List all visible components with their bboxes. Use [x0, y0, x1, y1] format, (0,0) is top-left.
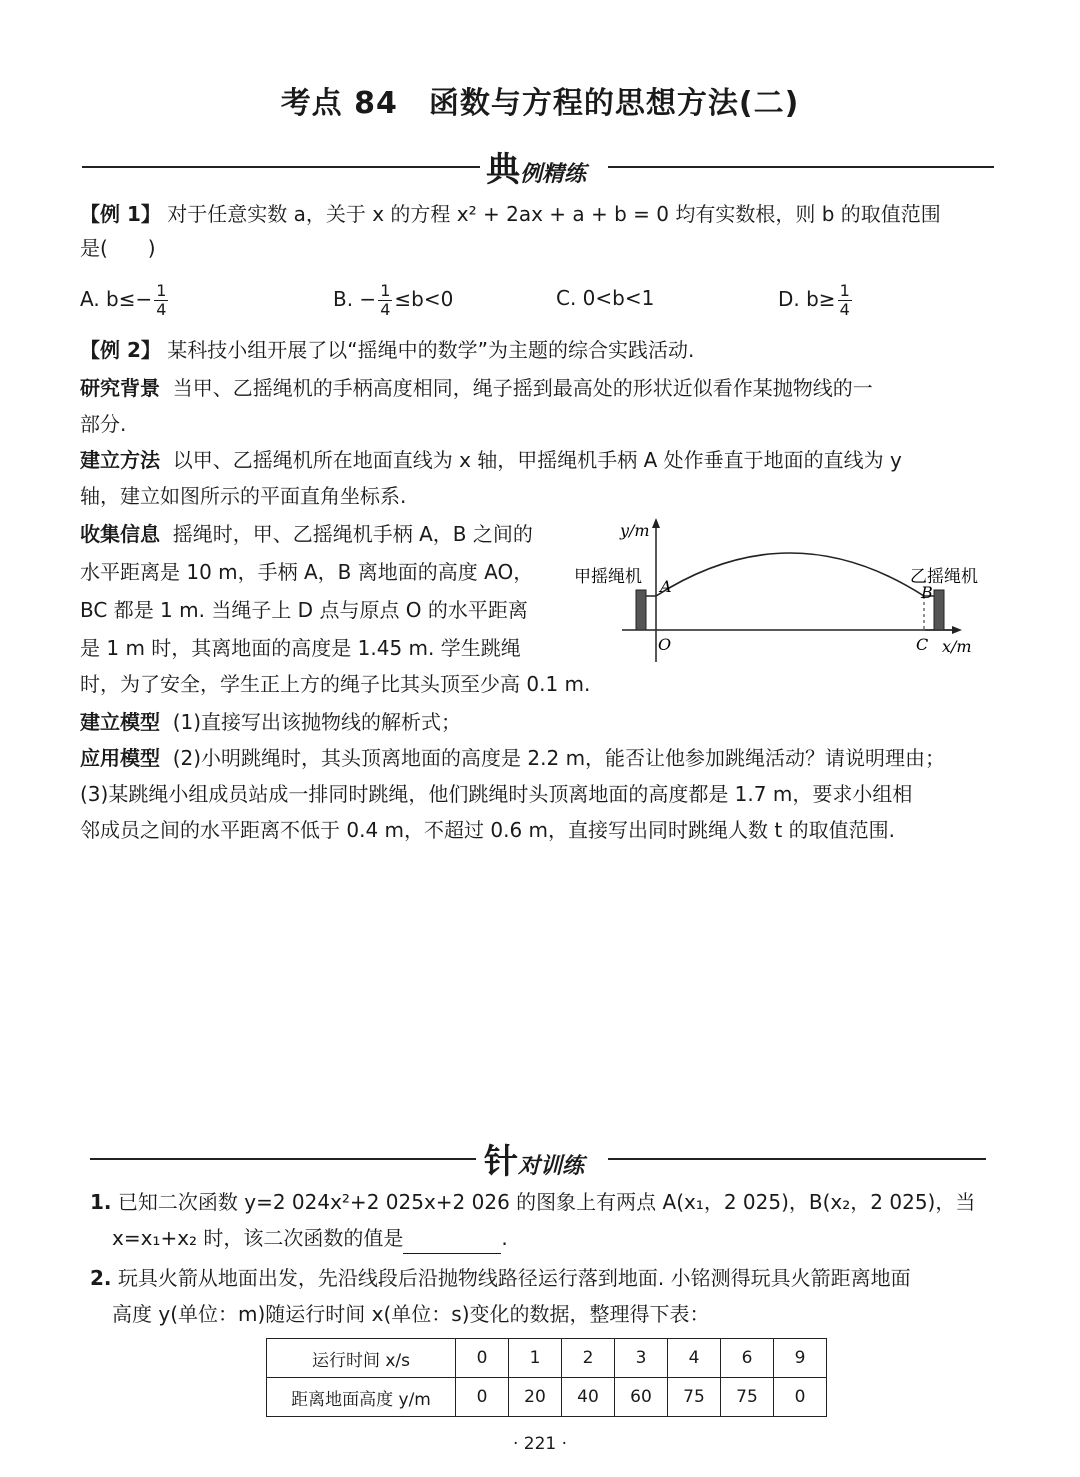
- table-header-height: 距离地面高度 y/m: [267, 1378, 456, 1417]
- apply-line: 应用模型 (2)小明跳绳时，其头顶离地面的高度是 2.2 m，能否让他参加跳绳活动？请说明理由；: [80, 746, 946, 770]
- section-header-rest: 对训练: [518, 1154, 585, 1179]
- example2-tag: 【例 2】: [80, 338, 161, 362]
- y-axis-arrow: [652, 518, 660, 528]
- info-line5: 时，为了安全，学生正上方的绳子比其头顶至少高 0.1 m.: [80, 672, 591, 696]
- fraction-one-quarter: $\frac{1}{4}$: [380, 281, 391, 319]
- question1-number: 1.: [90, 1190, 112, 1214]
- left-machine: [636, 590, 646, 630]
- section-rule-left: [90, 1158, 476, 1160]
- answer-blank[interactable]: [403, 1231, 501, 1254]
- option-b: B. − $\frac{1}{4}$ ≤b<0: [333, 281, 454, 319]
- point-b-label: B: [921, 583, 933, 602]
- question2-number: 2.: [90, 1266, 112, 1290]
- table-cell: 0: [456, 1339, 509, 1378]
- rope-parabola: [656, 553, 924, 596]
- example1-tag: 【例 1】: [80, 202, 161, 226]
- method-label: 建立方法: [80, 448, 160, 472]
- info-line1: 收集信息 摇绳时，甲、乙摇绳机手柄 A，B 之间的: [80, 522, 533, 546]
- y-axis-label: y/m: [620, 521, 650, 540]
- option-c: C. 0<b<1: [556, 286, 655, 310]
- question1-line1: 1. 已知二次函数 y=2 024x²+2 025x+2 026 的图象上有两点 A(x₁，2 025)，B(x₂，2 025)，当: [90, 1190, 976, 1214]
- rope-machine-figure: [570, 512, 1000, 662]
- fraction-one-quarter: $\frac{1}{4}$: [839, 281, 850, 319]
- section-header-rest: 例精练: [520, 162, 587, 187]
- left-machine-label: 甲摇绳机: [574, 567, 642, 587]
- section-header-big-char: 针: [484, 1142, 518, 1182]
- section-header-training: [484, 1134, 584, 1183]
- question1-line2: x=x₁+x₂ 时，该二次函数的值是 .: [112, 1222, 508, 1254]
- section-header-examples: [486, 142, 586, 191]
- info-label: 收集信息: [80, 522, 160, 546]
- table-cell: 3: [615, 1339, 668, 1378]
- point-a-label: A: [660, 577, 672, 596]
- table-cell: 75: [668, 1378, 721, 1417]
- background-label: 研究背景: [80, 376, 160, 400]
- fraction-one-quarter: $\frac{1}{4}$: [156, 281, 167, 319]
- example1-line1: [80, 198, 941, 230]
- right-machine: [934, 590, 944, 630]
- table-cell: 40: [562, 1378, 615, 1417]
- table-cell: 9: [774, 1339, 827, 1378]
- option-d: D. b≥ $\frac{1}{4}$: [778, 281, 850, 319]
- example1-line2: 是( ): [80, 236, 156, 260]
- section-rule-right: [608, 166, 994, 168]
- model-label: 建立模型: [80, 710, 160, 734]
- option-a: A. b≤− $\frac{1}{4}$: [80, 281, 167, 319]
- example1-stem: 对于任意实数 a，关于 x 的方程 x² + 2ax + a + b = 0 均有实数根，则 b 的取值范围: [167, 202, 941, 226]
- info-line2: 水平距离是 10 m，手柄 A，B 离地面的高度 AO，: [80, 560, 534, 584]
- x-axis-label: x/m: [942, 637, 972, 656]
- table-cell: 75: [721, 1378, 774, 1417]
- page-title: 考点 84 函数与方程的思想方法(二): [280, 86, 800, 121]
- question2-line2: 高度 y(单位：m)随运行时间 x(单位：s)变化的数据，整理得下表：: [112, 1302, 710, 1326]
- rocket-data-table: [266, 1338, 827, 1417]
- table-row: [267, 1339, 827, 1378]
- x-axis-arrow: [952, 626, 962, 634]
- section-rule-right: [608, 1158, 986, 1160]
- section-rule-left: [82, 166, 480, 168]
- background-line1: 研究背景 当甲、乙摇绳机的手柄高度相同，绳子摇到最高处的形状近似看作某抛物线的一: [80, 376, 873, 400]
- origin-label: O: [658, 635, 672, 654]
- table-cell: 0: [456, 1378, 509, 1417]
- point-c-label: C: [916, 635, 929, 654]
- question3-line2: 邻成员之间的水平距离不低于 0.4 m，不超过 0.6 m，直接写出同时跳绳人数 t 的取值范围.: [80, 818, 895, 842]
- method-line2: 轴，建立如图所示的平面直角坐标系.: [80, 484, 407, 508]
- table-header-time: 运行时间 x/s: [267, 1339, 456, 1378]
- page-number: · 221 ·: [512, 1434, 568, 1454]
- section-header-big-char: 典: [486, 150, 520, 190]
- question3-line1: (3)某跳绳小组成员站成一排同时跳绳，他们跳绳时头顶离地面的高度都是 1.7 m，要求小组相: [80, 782, 913, 806]
- table-cell: 2: [562, 1339, 615, 1378]
- table-cell: 4: [668, 1339, 721, 1378]
- right-machine-label: 乙摇绳机: [910, 567, 978, 587]
- example2-intro: 【例 2】 某科技小组开展了以“摇绳中的数学”为主题的综合实践活动.: [80, 338, 695, 362]
- table-cell: 20: [509, 1378, 562, 1417]
- background-line2: 部分.: [80, 412, 127, 436]
- table-cell: 6: [721, 1339, 774, 1378]
- table-row: [267, 1378, 827, 1417]
- info-line4: 是 1 m 时，其离地面的高度是 1.45 m. 学生跳绳: [80, 636, 521, 660]
- info-line3: BC 都是 1 m. 当绳子上 D 点与原点 O 的水平距离: [80, 598, 528, 622]
- model-line: 建立模型 (1)直接写出该抛物线的解析式；: [80, 710, 462, 734]
- table-cell: 1: [509, 1339, 562, 1378]
- question2-line1: 2. 玩具火箭从地面出发，先沿线段后沿抛物线路径运行落到地面. 小铭测得玩具火箭距离地面: [90, 1266, 911, 1290]
- apply-label: 应用模型: [80, 746, 160, 770]
- table-cell: 60: [615, 1378, 668, 1417]
- method-line1: 建立方法 以甲、乙摇绳机所在地面直线为 x 轴，甲摇绳机手柄 A 处作垂直于地面的直线为 y: [80, 448, 902, 472]
- table-cell: 0: [774, 1378, 827, 1417]
